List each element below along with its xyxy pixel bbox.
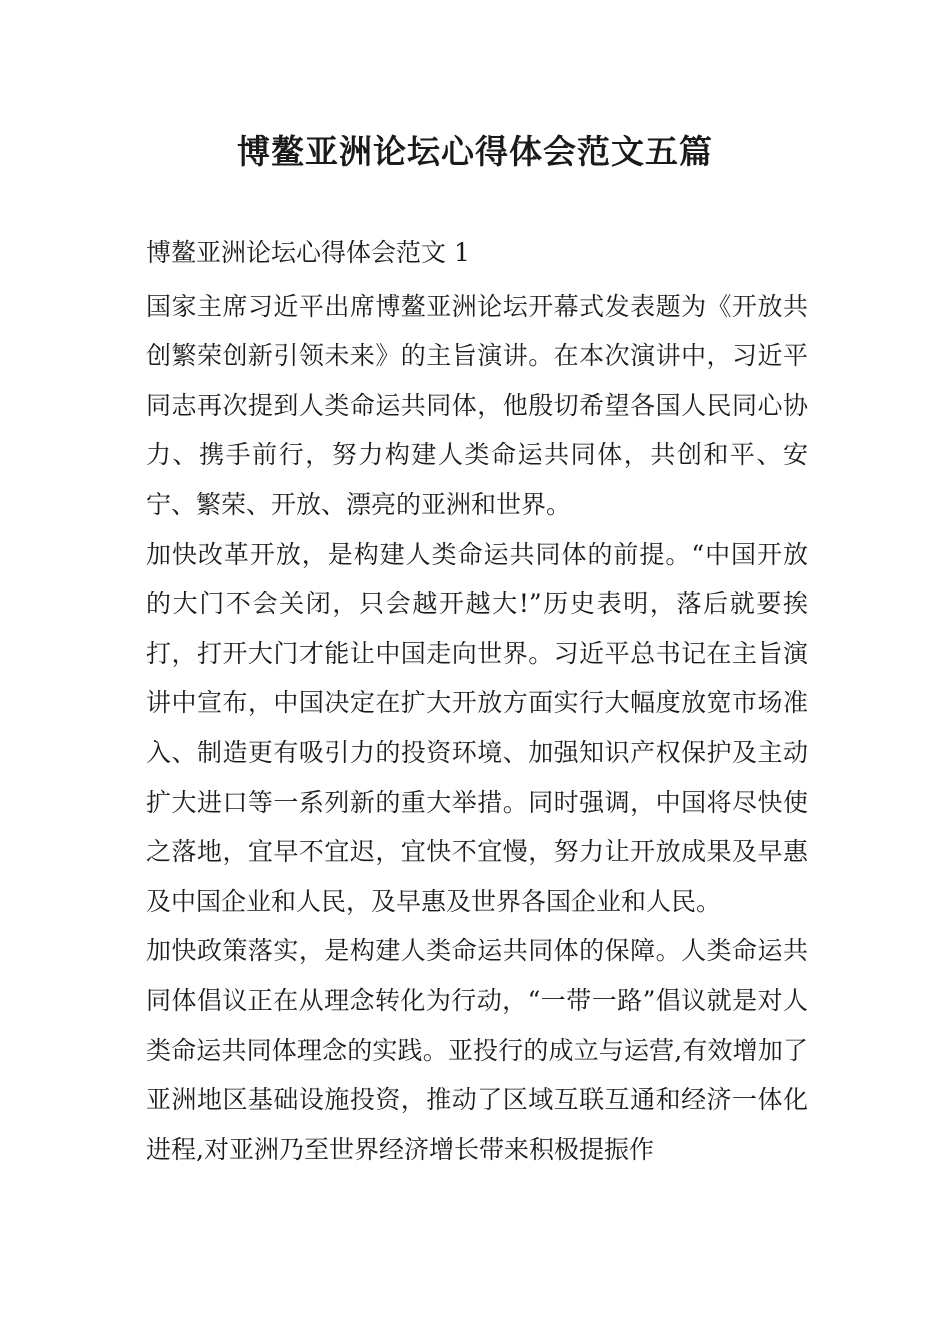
paragraph-2: 加快改革开放，是构建人类命运共同体的前提。“中国开放的大门不会关闭，只会越开越大!”历史表明，落后就要挨打，打开大门才能让中国走向世界。习近平总书记在主旨演讲中宣布，中国决定在扩大开放方面实行大幅度放宽市场准入、制造更有吸引力的投资环境、加强知识产权保护及主动扩大进口等一系列新的重大举措。同时强调，中国将尽快使之落地，宜早不宜迟，宜快不宜慢，努力让开放成果及早惠及中国企业和人民，及早惠及世界各国企业和人民。 xyxy=(146,539,808,916)
paragraph-3: 加快政策落实，是构建人类命运共同体的保障。人类命运共同体倡议正在从理念转化为行动，“一带一路”倡议就是对人类命运共同体理念的实践。亚投行的成立与运营,有效增加了亚洲地区基础设施投资，推动了区域互联互通和经济一体化进程,对亚洲乃至世界经济增长带来积极提振作 xyxy=(146,936,808,1164)
document-body xyxy=(146,228,808,1174)
paragraph-1: 国家主席习近平出席博鳌亚洲论坛开幕式发表题为《开放共创繁荣创新引领未来》的主旨演讲。在本次演讲中，习近平同志再次提到人类命运共同体，他殷切希望各国人民同心协力、携手前行，努力构建人类命运共同体，共创和平、安宁、繁荣、开放、漂亮的亚洲和世界。 xyxy=(146,291,808,519)
page-title: 博鳌亚洲论坛心得体会范文五篇 xyxy=(237,132,713,171)
section-heading: 博鳌亚洲论坛心得体会范文 1 xyxy=(146,238,470,267)
